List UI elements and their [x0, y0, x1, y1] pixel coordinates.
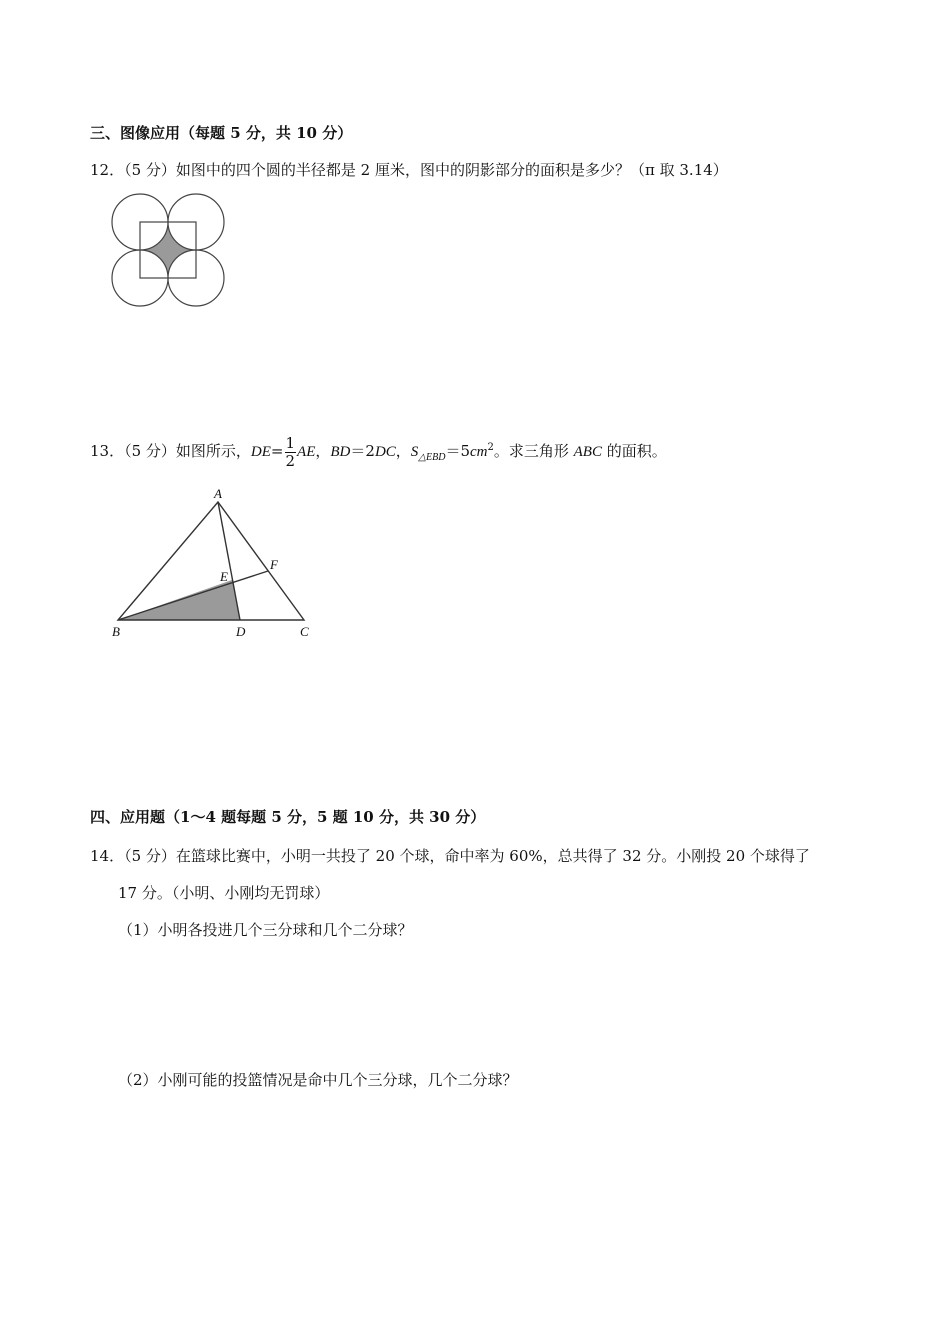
- question-points: （5 分）: [124, 442, 176, 460]
- figure-triangle-abc: [108, 480, 328, 645]
- question-text: 如图中的四个圆的半径都是 2 厘米，图中的阴影部分的面积是多少？（π 取 3.14）: [175, 161, 728, 179]
- unit-cm: cm: [469, 444, 488, 460]
- equals-3: ＝5: [445, 442, 470, 460]
- section-title-4: 四、应用题（1～4 题每题 5 分，5 题 10 分，共 30 分）: [90, 808, 486, 826]
- var-s: S: [410, 444, 419, 460]
- question-text: 在篮球比赛中，小明一共投了 20 个球，命中率为 60%，总共得了 32 分。小刚投 20 个球得了: [175, 847, 810, 865]
- comma-1: ，: [315, 442, 331, 460]
- question-number: 13．: [90, 442, 125, 460]
- fraction-numerator: 1: [285, 433, 296, 452]
- label-c: C: [300, 624, 309, 639]
- shaded-region: [140, 222, 196, 278]
- var-bd: BD: [330, 444, 351, 460]
- unit-cm-exponent: 2: [487, 442, 494, 453]
- question-14-sub-1: （1）小明各投进几个三分球和几个二分球？: [118, 921, 413, 939]
- question-14-line-1: [90, 845, 810, 866]
- equals-1: =: [270, 442, 284, 460]
- equals-2: ＝2: [350, 442, 375, 460]
- question-points: （5 分）: [124, 847, 176, 865]
- var-de: DE: [250, 444, 271, 460]
- question-tail-2: 的面积。: [601, 442, 667, 460]
- question-number: 12．: [90, 161, 125, 179]
- fraction-denominator: 2: [285, 451, 296, 470]
- var-s-subscript: △EBD: [418, 452, 446, 463]
- comma-2: ，: [395, 442, 411, 460]
- question-points: （5 分）: [124, 161, 176, 179]
- question-13: [90, 430, 667, 476]
- question-12: [90, 159, 728, 180]
- label-b: B: [112, 624, 120, 639]
- question-number: 14．: [90, 847, 125, 865]
- question-tail-1: 。求三角形: [493, 442, 574, 460]
- question-lead: 如图所示，: [175, 442, 251, 460]
- figure-four-circles: [110, 192, 226, 308]
- section-title-3: 三、图像应用（每题 5 分，共 10 分）: [90, 124, 353, 142]
- label-d: D: [236, 624, 246, 639]
- label-f: F: [270, 557, 278, 572]
- var-abc: ABC: [573, 444, 602, 460]
- question-14-sub-2: （2）小刚可能的投篮情况是命中几个三分球，几个二分球？: [118, 1071, 518, 1089]
- var-ae: AE: [297, 444, 316, 460]
- label-e: E: [220, 569, 228, 584]
- var-dc: DC: [374, 444, 396, 460]
- question-14-line-2: 17 分。（小明、小刚均无罚球）: [118, 884, 330, 902]
- fraction-one-half: [285, 433, 297, 470]
- label-a: A: [214, 486, 222, 501]
